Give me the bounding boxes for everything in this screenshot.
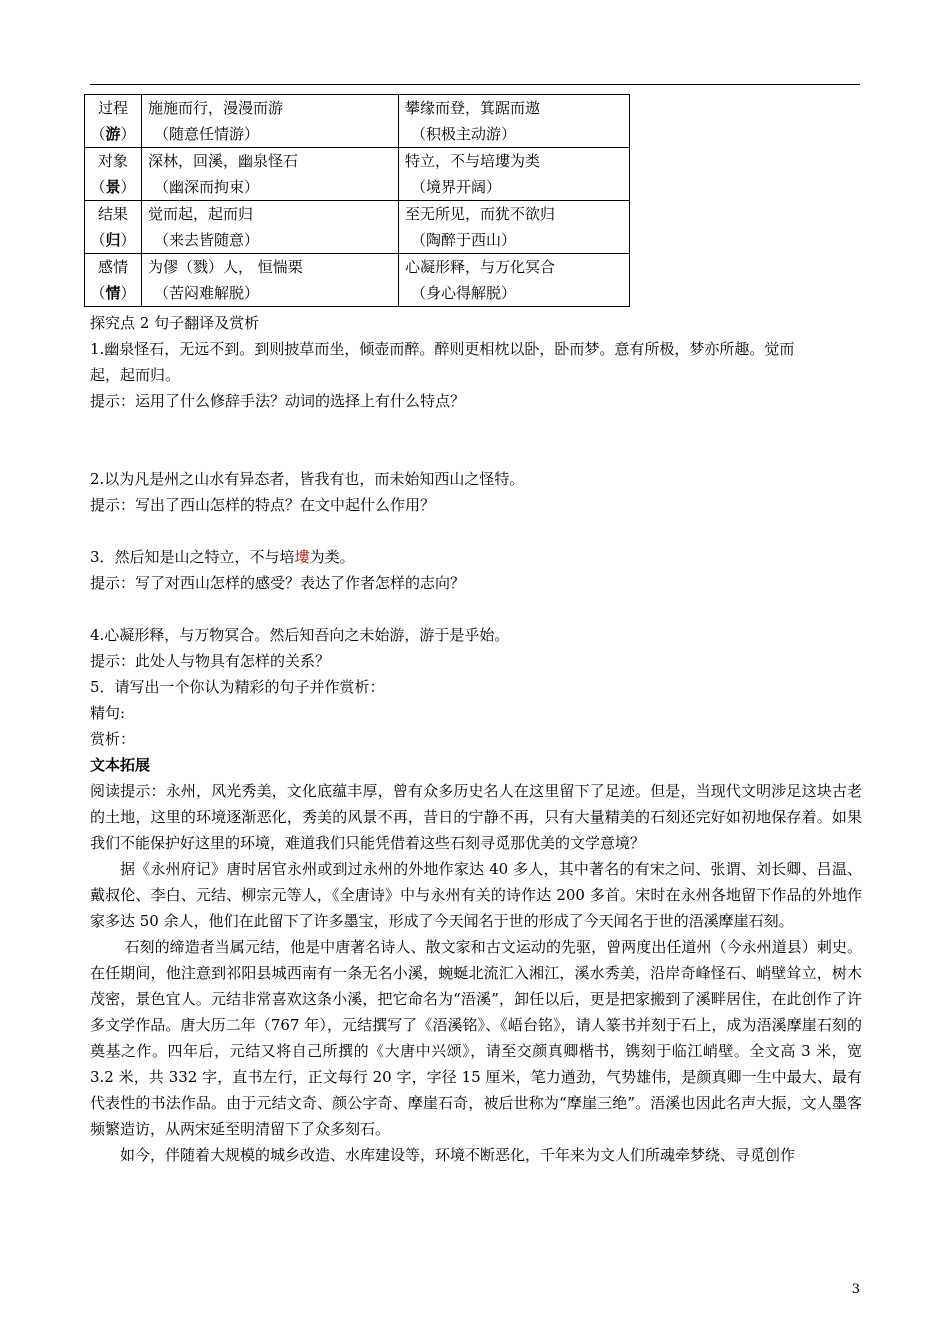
row-header: 过程 （游） <box>85 95 142 148</box>
table-cell: 心凝形释，与万化冥合 （身心得解脱） <box>399 254 630 307</box>
question-1-cont: 起，起而归。 <box>90 366 181 384</box>
comparison-table <box>84 94 630 307</box>
row-header: 对象 （景） <box>85 148 142 201</box>
table-row <box>85 95 630 148</box>
table-cell: 特立，不与培塿为类 （境界开阔） <box>399 148 630 201</box>
hint-4: 提示：此处人与物具有怎样的关系？ <box>90 652 331 670</box>
table-cell: 为僇（戮）人， 恒惴栗 （苦闷难解脱） <box>142 254 399 307</box>
page-number: 3 <box>851 1282 860 1297</box>
table-row <box>85 148 630 201</box>
table-cell: 觉而起，起而归 （来去皆随意） <box>142 201 399 254</box>
question-1: 1.幽泉怪石，无远不到。到则披草而坐，倾壶而醉。醉则更相枕以卧，卧而梦。意有所极，梦亦所趣。觉而 <box>90 340 795 358</box>
table-cell: 攀缘而登，箕踞而遨 （积极主动游） <box>399 95 630 148</box>
header-rule <box>90 84 860 85</box>
document-body <box>90 310 862 1168</box>
hint-2: 提示：写出了西山怎样的特点？在文中起什么作用？ <box>90 496 436 514</box>
section-heading: 探究点 2 句子翻译及赏析 <box>90 314 260 332</box>
question-5: 5．请写出一个你认为精彩的句子并作赏析： <box>90 678 385 696</box>
answer-label-analysis: 赏析： <box>90 730 136 748</box>
table-row <box>85 201 630 254</box>
hint-3: 提示：写了对西山怎样的感受？表达了作者怎样的志向？ <box>90 574 466 592</box>
hint-1: 提示：运用了什么修辞手法？动词的选择上有什么特点？ <box>90 392 466 410</box>
table-cell: 至无所见，而犹不欲归 （陶醉于西山） <box>399 201 630 254</box>
highlighted-char: 塿 <box>294 548 310 566</box>
question-2: 2.以为凡是州之山水有异态者，皆我有也，而未始知西山之怪特。 <box>90 470 525 488</box>
row-header: 感情 （情） <box>85 254 142 307</box>
extension-heading: 文本拓展 <box>90 756 151 774</box>
reading-passage <box>90 778 862 1168</box>
table-cell: 施施而行，漫漫而游 （随意任情游） <box>142 95 399 148</box>
answer-label-sentence: 精句: <box>90 704 126 722</box>
paragraph: 石刻的缔造者当属元结，他是中唐著名诗人、散文家和古文运动的先驱，曾两度出任道州（今永州道县）刺史。在任期间，他注意到祁阳县城西南有一条无名小溪，蜿蜒北流汇入湘江，溪水秀美，沿岸奇峰怪石、峭壁耸立，树木茂密，景色宜人。元结非常喜欢这条小溪，把它命名为“浯溪”，卸任以后，更是把家搬到了溪畔居住，在此创作了许多文学作品。唐大历二年（767 年），元结撰写了《浯溪铭》、《峿台铭》，请人篆书并刻于石上，成为浯溪摩崖石刻的奠基之作。四年后，元结又将自己所撰的《大唐中兴颂》，请至交颜真卿楷书，镌刻于临江峭壁。全文高 3 米，宽 3.2 米，共 332 字，直书左行，正文每行 20 字，字径 15 厘米，笔力遒劲，气势雄伟，是颜真卿一生中最大、最有代表性的书法作品。由于元结文奇、颜公字奇、摩崖石奇，被后世称为“摩崖三绝”。浯溪也因此名声大振，文人墨客频繁造访，从两宋延至明清留下了众多刻石。 <box>90 938 862 1138</box>
table-row <box>85 254 630 307</box>
paragraph: 如今，伴随着大规模的城乡改造、水库建设等，环境不断恶化，千年来为文人们所魂牵梦绕、寻觅创作 <box>120 1146 796 1164</box>
table-cell: 深林，回溪，幽泉怪石 （幽深而拘束） <box>142 148 399 201</box>
reading-hint: 阅读提示：永州，风光秀美，文化底蕴丰厚，曾有众多历史名人在这里留下了足迹。但是，当现代文明涉足这块古老的土地，这里的环境逐渐恶化，秀美的风景不再，昔日的宁静不再，只有大量精美的石刻还完好如初地保存着。如果我们不能保护好这里的环境，难道我们只能凭借着这些石刻寻觅那优美的文学意境？ <box>90 782 862 852</box>
question-3: 3．然后知是山之特立，不与培塿为类。 <box>90 548 355 566</box>
question-4: 4.心凝形释，与万物冥合。然后知吾向之未始游，游于是乎始。 <box>90 626 510 644</box>
paragraph: 据《永州府记》唐时居官永州或到过永州的外地作家达 40 多人，其中著名的有宋之问、张谓、刘长卿、吕温、戴叔伦、李白、元结、柳宗元等人，《全唐诗》中与永州有关的诗作达 200 多首。宋时在永州各地留下作品的外地作家多达 50 余人，他们在此留下了许多墨宝，形成了今天闻名于世的形成了今天闻名于世的浯溪摩崖石刻。 <box>90 860 862 930</box>
row-header: 结果 （归） <box>85 201 142 254</box>
